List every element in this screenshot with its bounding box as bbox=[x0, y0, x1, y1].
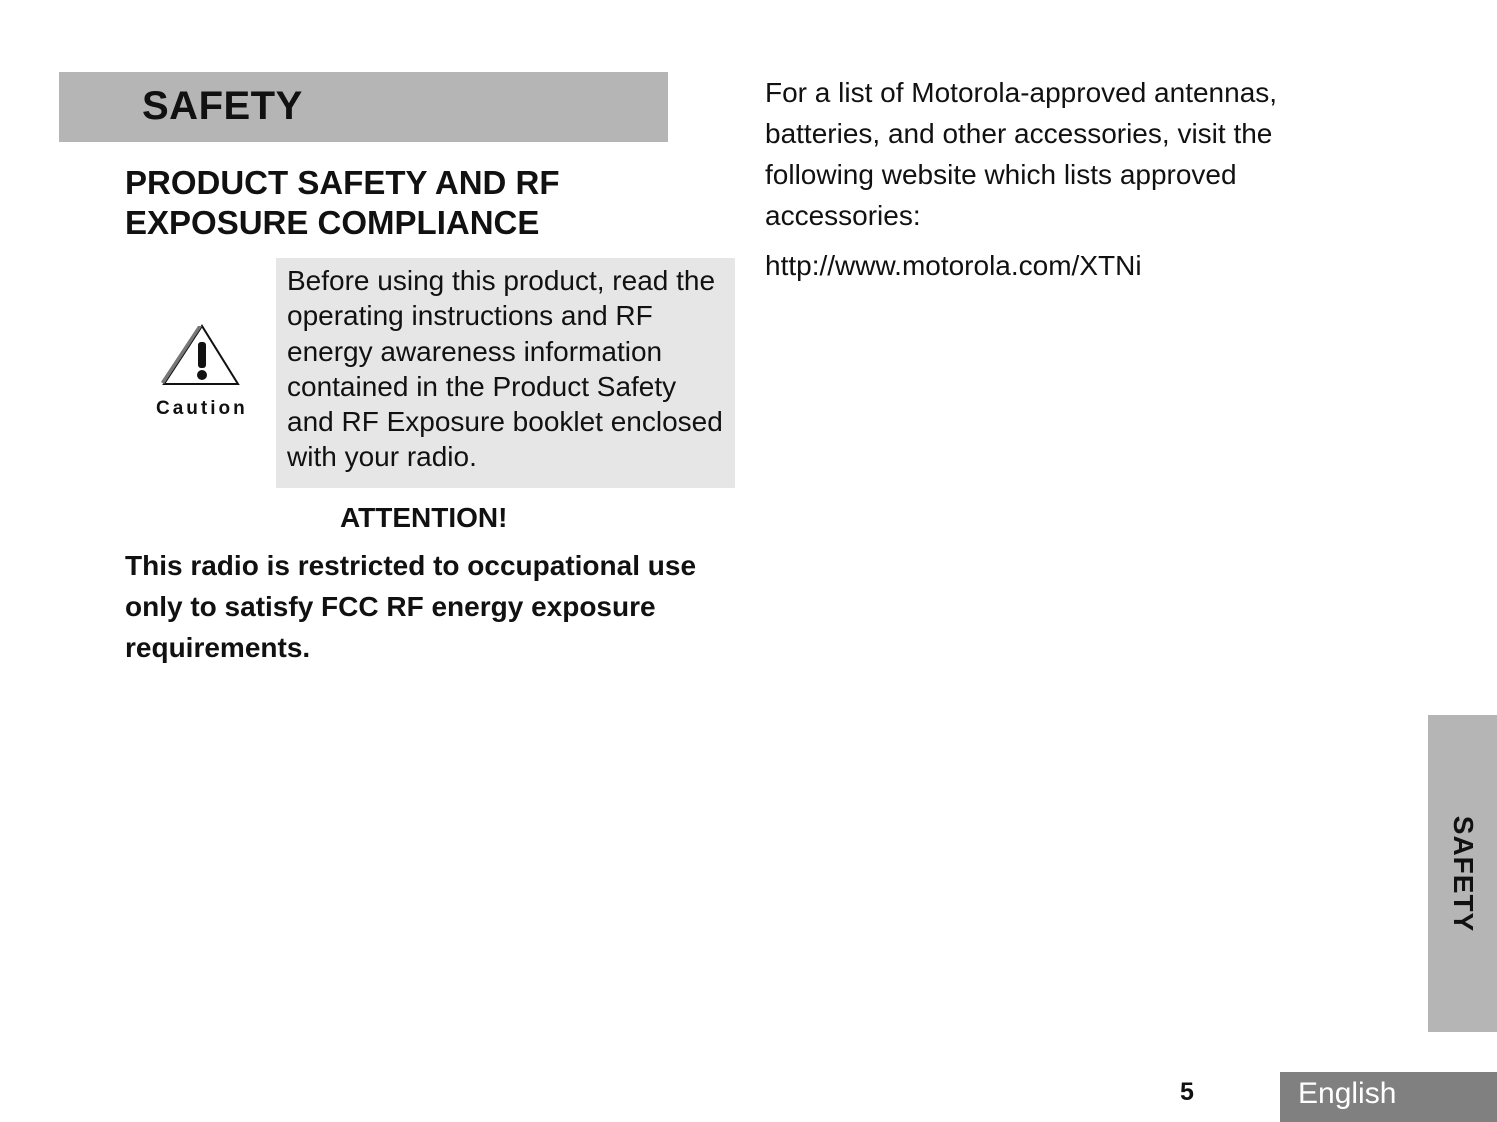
caution-notice bbox=[156, 322, 246, 422]
page-number: 5 bbox=[1180, 1078, 1194, 1106]
accessories-url[interactable]: http://www.motorola.com/XTNi bbox=[765, 250, 1142, 281]
side-section-tab bbox=[1428, 715, 1497, 1032]
language-tab bbox=[1280, 1072, 1497, 1122]
caution-label: Caution bbox=[156, 398, 248, 419]
attention-title: ATTENTION! bbox=[340, 502, 508, 533]
language-label: English bbox=[1298, 1077, 1397, 1110]
side-tab-label: SAFETY bbox=[1447, 815, 1479, 932]
accessories-paragraph: For a list of Motorola-approved antennas, batteries, and other accessories, visit the following website which lists approved accessories: bbox=[765, 77, 1278, 231]
caution-triangle-icon bbox=[156, 322, 246, 392]
caution-box bbox=[276, 258, 735, 488]
restriction-text: This radio is restricted to occupational use only to satisfy FCC RF energy exposure requirements. bbox=[125, 550, 697, 663]
section-title: SAFETY bbox=[142, 84, 303, 128]
page-heading: PRODUCT SAFETY AND RF EXPOSURE COMPLIANCE bbox=[125, 164, 560, 241]
section-banner bbox=[59, 72, 668, 142]
caution-text: Before using this product, read the operating instructions and RF energy awareness information contained in the Product Safety and RF Exposure booklet enclosed with your radio. bbox=[287, 265, 723, 473]
